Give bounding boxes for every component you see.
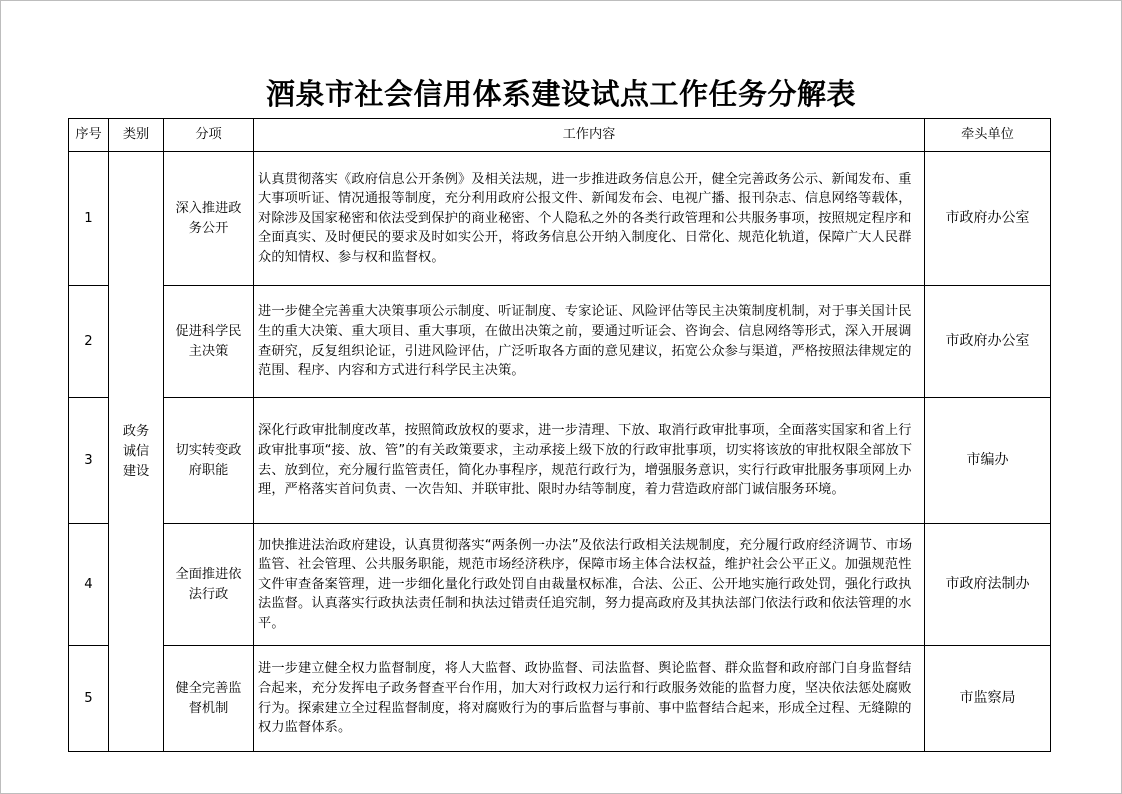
task-table	[68, 118, 1051, 752]
table-row	[69, 286, 1051, 398]
row-lead-unit: 市监察局	[925, 646, 1051, 752]
header-content: 工作内容	[254, 119, 925, 152]
header-subitem: 分项	[164, 119, 254, 152]
row-subitem: 全面推进依法行政	[175, 566, 242, 602]
category-label: 政务诚信建设	[122, 423, 150, 479]
table-row	[69, 398, 1051, 524]
row-seq: 1	[69, 152, 109, 286]
row-content: 进一步健全完善重大决策事项公示制度、听证制度、专家论证、风险评估等民主决策制度机制，对于事关国计民生的重大决策、重大项目、重大事项，在做出决策之前，要通过听证会、咨询会、信息网络等形式，深入开展调查研究，反复组织论证，引进风险评估，广泛听取各方面的意见建议，拓宽公众参与渠道，严格按照法律规定的范围、程序、内容和方式进行科学民主决策。	[254, 286, 925, 398]
table-row	[69, 646, 1051, 752]
row-subitem: 促进科学民主决策	[175, 323, 242, 359]
row-content: 深化行政审批制度改革，按照简政放权的要求，进一步清理、下放、取消行政审批事项，全面落实国家和省上行政审批事项“接、放、管”的有关政策要求，主动承接上级下放的行政审批事项，切实将该放的审批权限全部放下去、放到位，充分履行监管责任，简化办事程序，规范行政行为，增强服务意识，实行行政审批服务事项网上办理，严格落实首问负责、一次告知、并联审批、限时办结等制度，着力营造政府部门诚信服务环境。	[254, 398, 925, 524]
table-header-row	[69, 119, 1051, 152]
row-subitem-cell	[164, 152, 254, 286]
row-subitem: 切实转变政府职能	[175, 442, 242, 478]
row-subitem: 健全完善监督机制	[175, 680, 242, 716]
row-lead-unit: 市政府办公室	[925, 286, 1051, 398]
row-content: 加快推进法治政府建设，认真贯彻落实“两条例一办法”及依法行政相关法规制度，充分履行政府经济调节、市场监管、社会管理、公共服务职能，规范市场经济秩序，保障市场主体合法权益，维护社会公平正义。加强规范性文件审查备案管理，进一步细化量化行政处罚自由裁量权标准，合法、公正、公开地实施行政处罚，强化行政执法监督。认真落实行政执法责任制和执法过错责任追究制，努力提高政府及其执法部门依法行政和依法管理的水平。	[254, 524, 925, 646]
row-content: 进一步建立健全权力监督制度，将人大监督、政协监督、司法监督、舆论监督、群众监督和政府部门自身监督结合起来，充分发挥电子政务督查平台作用，加大对行政权力运行和行政服务效能的监督力度，坚决依法惩处腐败行为。探索建立全过程监督制度，将对腐败行为的事后监督与事前、事中监督结合起来，形成全过程、无缝隙的权力监督体系。	[254, 646, 925, 752]
row-seq: 3	[69, 398, 109, 524]
row-seq: 2	[69, 286, 109, 398]
row-content: 认真贯彻落实《政府信息公开条例》及相关法规，进一步推进政务信息公开，健全完善政务公示、新闻发布、重大事项听证、情况通报等制度，充分利用政府公报文件、新闻发布会、电视广播、报刊杂志、信息网络等载体，对除涉及国家秘密和依法受到保护的商业秘密、个人隐私之外的各类行政管理和公共服务事项，按照规定程序和全面真实、及时便民的要求及时如实公开，将政务信息公开纳入制度化、日常化、规范化轨道，保障广大人民群众的知情权、参与权和监督权。	[254, 152, 925, 286]
header-seq: 序号	[69, 119, 109, 152]
row-lead-unit: 市编办	[925, 398, 1051, 524]
page-title: 酒泉市社会信用体系建设试点工作任务分解表	[265, 77, 856, 111]
header-lead-unit: 牵头单位	[925, 119, 1051, 152]
row-subitem: 深入推进政务公开	[175, 200, 242, 236]
category-cell	[109, 152, 164, 752]
row-subitem-cell	[164, 286, 254, 398]
row-subitem-cell	[164, 524, 254, 646]
row-seq: 4	[69, 524, 109, 646]
row-lead-unit: 市政府法制办	[925, 524, 1051, 646]
row-seq: 5	[69, 646, 109, 752]
row-lead-unit: 市政府办公室	[925, 152, 1051, 286]
row-subitem-cell	[164, 646, 254, 752]
table-row	[69, 524, 1051, 646]
row-subitem-cell	[164, 398, 254, 524]
header-category: 类别	[109, 119, 164, 152]
table-row	[69, 152, 1051, 286]
